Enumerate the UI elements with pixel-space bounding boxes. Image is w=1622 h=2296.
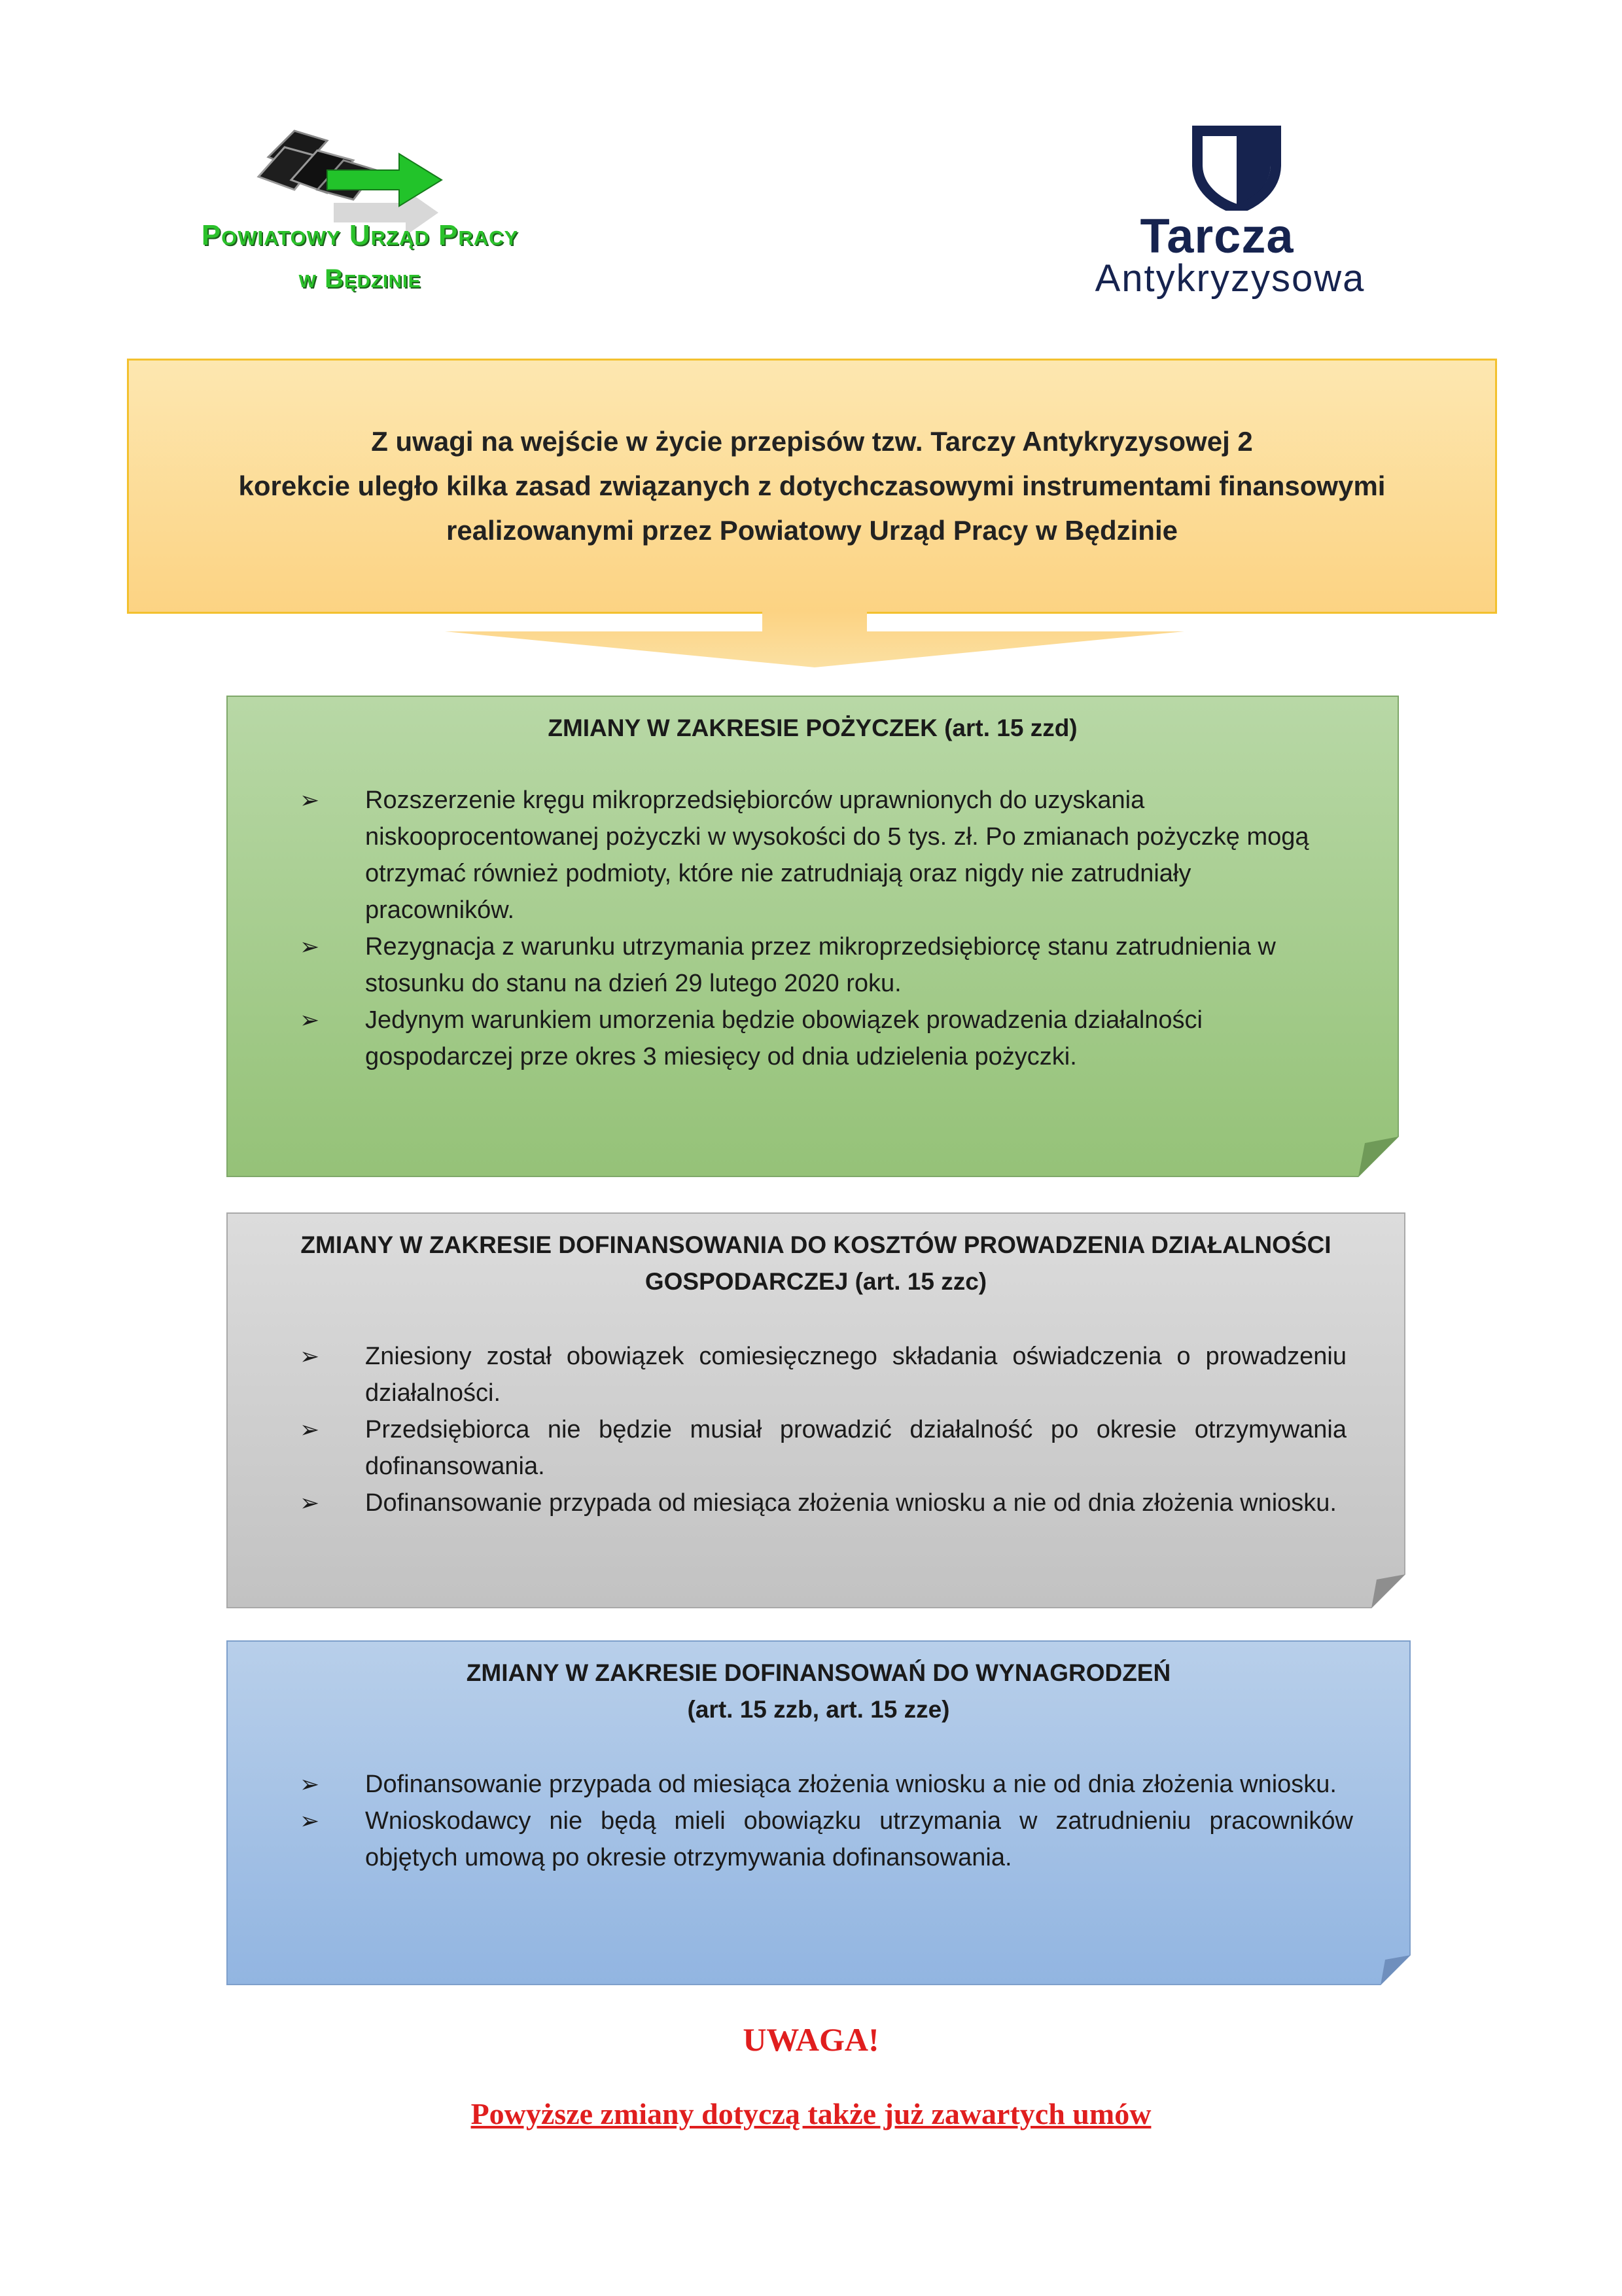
shield-icon — [1191, 126, 1282, 211]
intro-line-1: Z uwagi na wejście w życie przepisów tzw. Tarczy Antykryzysowej 2 — [371, 426, 1253, 457]
loans-section — [226, 696, 1399, 1177]
pup-logo-line2: w Będzinie — [298, 264, 421, 293]
wages-section-title — [228, 1655, 1409, 1728]
warning-note: Powyższe zmiany dotyczą także już zawartych umów — [470, 2097, 1152, 2130]
arrow-bullet-icon: ➢ — [300, 1807, 320, 1834]
business-costs-section-title — [228, 1227, 1404, 1300]
wages-list — [300, 1766, 1353, 1876]
wages-section — [226, 1640, 1411, 1985]
list-item — [300, 1485, 1347, 1521]
business-costs-list — [300, 1338, 1347, 1521]
wages-title-line1: ZMIANY W ZAKRESIE DOFINANSOWAŃ DO WYNAGRODZEŃ — [466, 1659, 1171, 1686]
page-fold-icon — [1371, 1574, 1405, 1608]
list-item — [300, 1803, 1353, 1876]
intro-text — [129, 419, 1495, 553]
list-item-text: Rozszerzenie kręgu mikroprzedsiębiorców uprawnionych do uzyskania niskooprocentowanej pożyczki w wysokości do 5 tys. zł. Po zmianach pożyczkę mogą otrzymać również podmioty, które nie zatrudniają oraz nigdy nie zatrudniały pracowników. — [365, 786, 1309, 924]
list-item-text: Rezygnacja z warunku utrzymania przez mikroprzedsiębiorcę stanu zatrudnienia w stosunku do stanu na dzień 29 lutego 2020 roku. — [365, 933, 1276, 997]
down-arrow-icon — [445, 612, 1184, 667]
arrow-bullet-icon: ➢ — [300, 933, 320, 960]
tarcza-logo-title: Tarcza — [1140, 209, 1294, 263]
arrow-bullet-icon: ➢ — [300, 1771, 320, 1797]
business-costs-section — [226, 1212, 1405, 1608]
intro-line-3: realizowanymi przez Powiatowy Urząd Pracy w Będzinie — [446, 515, 1178, 546]
arrow-bullet-icon: ➢ — [300, 1006, 320, 1033]
list-item-text: Dofinansowanie przypada od miesiąca złożenia wniosku a nie od dnia złożenia wniosku. — [365, 1489, 1337, 1517]
page-fold-icon — [1381, 1955, 1411, 1985]
pup-logo-line1: Powiatowy Urząd Pracy — [201, 219, 519, 251]
list-item-text: Dofinansowanie przypada od miesiąca złożenia wniosku a nie od dnia złożenia wniosku. — [365, 1771, 1337, 1798]
arrow-bullet-icon: ➢ — [300, 786, 320, 813]
arrow-bullet-icon: ➢ — [300, 1489, 320, 1516]
business-costs-title-line2: GOSPODARCZEJ (art. 15 zzc) — [644, 1268, 987, 1295]
list-item — [300, 1002, 1333, 1075]
intro-box — [127, 359, 1497, 614]
list-item-text: Zniesiony został obowiązek comiesięcznego składania oświadczenia o prowadzeniu działalności. — [365, 1343, 1347, 1407]
business-costs-title-line1: ZMIANY W ZAKRESIE DOFINANSOWANIA DO KOSZTÓW PROWADZENIA DZIAŁALNOŚCI — [300, 1231, 1331, 1258]
arrow-bullet-icon: ➢ — [300, 1416, 320, 1443]
page-fold-icon — [1358, 1137, 1399, 1177]
list-item-text: Jedynym warunkiem umorzenia będzie obowiązek prowadzenia działalności gospodarczej prze okres 3 miesięcy od dnia udzielenia pożyczki. — [365, 1006, 1203, 1070]
tarcza-logo-subtitle: Antykryzysowa — [1095, 257, 1366, 300]
arrow-bullet-icon: ➢ — [300, 1343, 320, 1369]
intro-line-2: korekcie uległo kilka zasad związanych z dotychczasowymi instrumentami finansowymi — [238, 470, 1386, 501]
list-item-text: Przedsiębiorca nie będzie musiał prowadzić działalność po okresie otrzymywania dofinansowania. — [365, 1416, 1347, 1480]
warning-heading: UWAGA! — [743, 2021, 879, 2058]
list-item-text: Wnioskodawcy nie będą mieli obowiązku utrzymania w zatrudnieniu pracowników objętych umową po okresie otrzymywania dofinansowania. — [365, 1807, 1353, 1871]
list-item — [300, 1411, 1347, 1485]
loans-section-title: ZMIANY W ZAKRESIE POŻYCZEK (art. 15 zzd) — [548, 715, 1078, 741]
list-item — [300, 928, 1333, 1002]
wages-title-line2: (art. 15 zzb, art. 15 zze) — [687, 1696, 950, 1723]
list-item — [300, 1766, 1353, 1803]
loans-list — [300, 782, 1333, 1075]
list-item — [300, 782, 1333, 928]
list-item — [300, 1338, 1347, 1411]
